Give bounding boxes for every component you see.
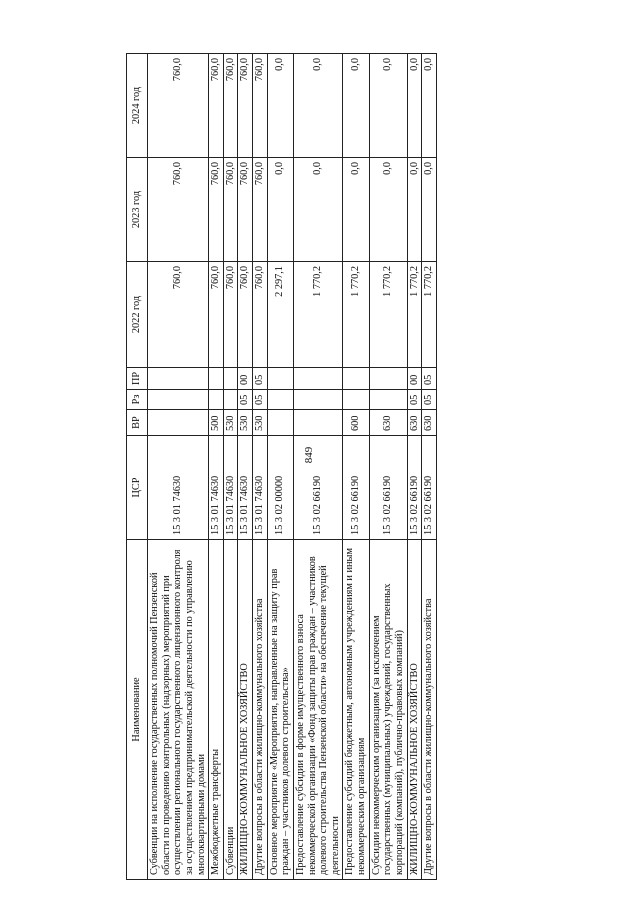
cell-2024: 0,0: [343, 54, 369, 158]
table-row: [407, 54, 422, 880]
cell-name: Другие вопросы в области жилищно-коммунального хозяйства: [253, 540, 268, 880]
budget-table-wrapper: [126, 54, 534, 880]
cell-2022: 2 297,1: [267, 262, 293, 368]
cell-2022: 1 770,2: [422, 262, 437, 368]
cell-name: Другие вопросы в области жилищно-коммунального хозяйства: [422, 540, 437, 880]
cell-2022: 760,0: [253, 262, 268, 368]
cell-2024: 760,0: [209, 54, 224, 158]
cell-pr: [223, 368, 238, 390]
cell-csr: 15 3 02 66190: [369, 436, 407, 540]
cell-name: Основное мероприятие «Мероприятия, направленные на защиту прав граждан – участников долевого строительства»: [267, 540, 293, 880]
cell-2023: 760,0: [238, 158, 253, 262]
cell-pr: 05: [253, 368, 268, 390]
cell-rz: [148, 390, 209, 410]
cell-vr: 600: [343, 410, 369, 436]
cell-name: Предоставление субсидий бюджетным, автономным учреждениям и иным некоммерческим организациям: [343, 540, 369, 880]
cell-pr: [267, 368, 293, 390]
header-rz: Рз: [127, 390, 148, 410]
cell-name: Предоставление субсидии в форме имущественного взноса некоммерческой организации «Фонд защиты прав граждан – участников долевого строительства Пензенской области» на обеспечение текущей деятельности: [293, 540, 343, 880]
cell-rz: [223, 390, 238, 410]
cell-2022: 760,0: [223, 262, 238, 368]
cell-rz: [293, 390, 343, 410]
cell-pr: [293, 368, 343, 390]
cell-2022: 760,0: [209, 262, 224, 368]
cell-csr: 15 3 01 74630: [223, 436, 238, 540]
cell-vr: 500: [209, 410, 224, 436]
cell-2022: 760,0: [238, 262, 253, 368]
cell-csr: 15 3 02 66190: [407, 436, 422, 540]
header-pr: ПР: [127, 368, 148, 390]
cell-pr: 00: [407, 368, 422, 390]
cell-name: ЖИЛИЩНО-КОММУНАЛЬНОЕ ХОЗЯЙСТВО: [407, 540, 422, 880]
cell-2024: 0,0: [407, 54, 422, 158]
cell-2022: 1 770,2: [407, 262, 422, 368]
header-vr: ВР: [127, 410, 148, 436]
table-body: [148, 54, 437, 880]
cell-csr: 15 3 01 74630: [238, 436, 253, 540]
cell-pr: [209, 368, 224, 390]
cell-name: ЖИЛИЩНО-КОММУНАЛЬНОЕ ХОЗЯЙСТВО: [238, 540, 253, 880]
cell-2024: 0,0: [267, 54, 293, 158]
cell-2023: 0,0: [407, 158, 422, 262]
cell-2023: 760,0: [223, 158, 238, 262]
cell-rz: [343, 390, 369, 410]
page-number: 849: [303, 446, 315, 464]
cell-2024: 760,0: [253, 54, 268, 158]
cell-vr: 630: [369, 410, 407, 436]
cell-2023: 760,0: [209, 158, 224, 262]
cell-vr: [267, 410, 293, 436]
cell-rz: 05: [238, 390, 253, 410]
cell-name: Субсидии некоммерческим организациям (за исключением государственных (муниципальных) учреждений, государственных корпораций (компаний), публично-правовых компаний): [369, 540, 407, 880]
cell-rz: 05: [253, 390, 268, 410]
cell-2023: 0,0: [293, 158, 343, 262]
table-row: [267, 54, 293, 880]
table-row: [369, 54, 407, 880]
cell-rz: [369, 390, 407, 410]
cell-2024: 760,0: [238, 54, 253, 158]
cell-pr: 05: [422, 368, 437, 390]
table-row: [148, 54, 209, 880]
cell-csr: 15 3 01 74630: [148, 436, 209, 540]
cell-pr: 00: [238, 368, 253, 390]
cell-2024: 0,0: [369, 54, 407, 158]
cell-2023: 0,0: [369, 158, 407, 262]
table-row: [293, 54, 343, 880]
cell-vr: 630: [422, 410, 437, 436]
table-row: [253, 54, 268, 880]
cell-name: Субвенции: [223, 540, 238, 880]
cell-csr: 15 3 02 00000: [267, 436, 293, 540]
cell-rz: [209, 390, 224, 410]
cell-pr: [343, 368, 369, 390]
table-row: [343, 54, 369, 880]
cell-2024: 760,0: [223, 54, 238, 158]
header-year-2023: 2023 год: [127, 158, 148, 262]
cell-2024: 760,0: [148, 54, 209, 158]
cell-csr: 15 3 02 66190: [343, 436, 369, 540]
cell-rz: [267, 390, 293, 410]
table-row: [238, 54, 253, 880]
cell-2024: 0,0: [293, 54, 343, 158]
cell-2024: 0,0: [422, 54, 437, 158]
header-csr: ЦСР: [127, 436, 148, 540]
cell-rz: 05: [422, 390, 437, 410]
cell-csr: 15 3 02 66190: [422, 436, 437, 540]
cell-csr: 15 3 02 66190: [293, 436, 343, 540]
cell-vr: [148, 410, 209, 436]
cell-vr: 530: [223, 410, 238, 436]
cell-vr: [293, 410, 343, 436]
budget-table: [126, 53, 437, 880]
table-row: [223, 54, 238, 880]
cell-2023: 0,0: [267, 158, 293, 262]
table-header-row: [127, 54, 148, 880]
cell-2022: 1 770,2: [369, 262, 407, 368]
cell-2022: 1 770,2: [293, 262, 343, 368]
cell-2023: 760,0: [148, 158, 209, 262]
cell-2023: 760,0: [253, 158, 268, 262]
header-year-2024: 2024 год: [127, 54, 148, 158]
table-row: [209, 54, 224, 880]
cell-2023: 0,0: [343, 158, 369, 262]
header-name: Наименование: [127, 540, 148, 880]
header-year-2022: 2022 год: [127, 262, 148, 368]
cell-vr: 530: [238, 410, 253, 436]
cell-2022: 760,0: [148, 262, 209, 368]
cell-vr: 530: [253, 410, 268, 436]
cell-rz: 05: [407, 390, 422, 410]
cell-csr: 15 3 01 74630: [209, 436, 224, 540]
cell-name: Субвенции на исполнение государственных полномочий Пензенской области по проведению контрольных (надзорных) мероприятий при осуществлении регионального государственного лицензионного контроля за осуществлением предпринимательской деятельности по управлению многоквартирными домами: [148, 540, 209, 880]
cell-2023: 0,0: [422, 158, 437, 262]
cell-2022: 1 770,2: [343, 262, 369, 368]
cell-pr: [148, 368, 209, 390]
cell-name: Межбюджетные трансферты: [209, 540, 224, 880]
table-row: [422, 54, 437, 880]
cell-csr: 15 3 01 74630: [253, 436, 268, 540]
cell-pr: [369, 368, 407, 390]
cell-vr: 630: [407, 410, 422, 436]
